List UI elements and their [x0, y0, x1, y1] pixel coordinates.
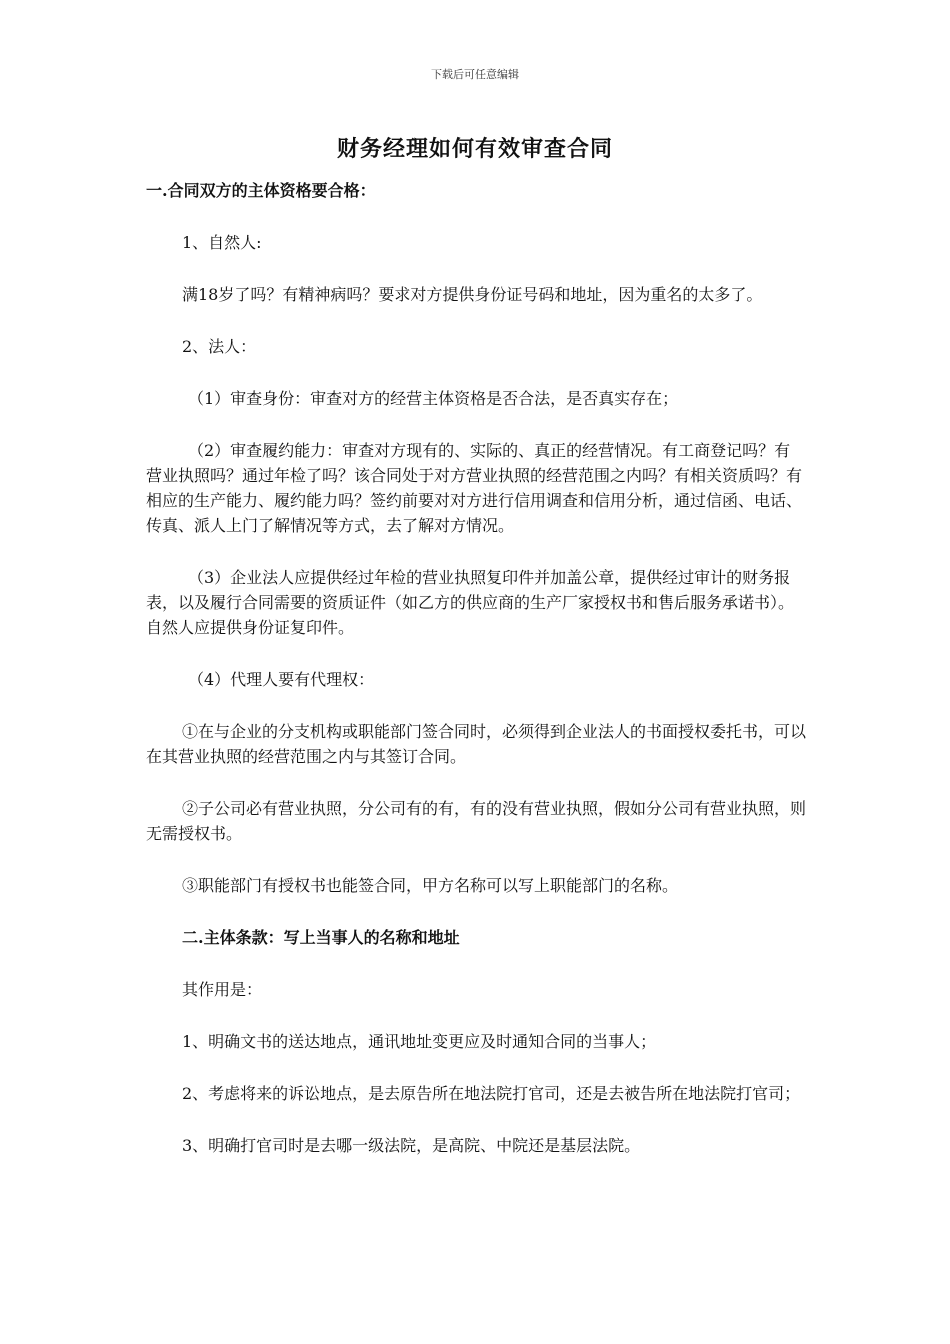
legal-person-item-2: （2）审查履约能力：审查对方现有的、实际的、真正的经营情况。有工商登记吗？有营业执照吗？通过年检了吗？该合同处于对方营业执照的经营范围之内吗？有相关资质吗？有相应的生产能力、履约能力吗？签约前要对对方进行信用调查和信用分析，通过信函、电话、传真、派人上门了解情况等方式，去了解对方情况。 [146, 441, 803, 535]
section-2-point-2: 2、考虑将来的诉讼地点，是去原告所在地法院打官司，还是去被告所在地法院打官司； [182, 1084, 801, 1103]
section-2-point-1: 1、明确文书的送达地点，通讯地址变更应及时通知合同的当事人； [182, 1032, 657, 1051]
legal-person-label: 2、法人： [182, 337, 257, 356]
section-2-intro: 其作用是： [182, 980, 263, 999]
agent-sub-item-2: ②子公司必有营业执照，分公司有的有，有的没有营业执照，假如分公司有营业执照，则无需授权书。 [146, 799, 807, 843]
section-2-heading: 二.主体条款：写上当事人的名称和地址 [182, 928, 460, 947]
agent-sub-item-1: ①在与企业的分支机构或职能部门签合同时，必须得到企业法人的书面授权委托书，可以在其营业执照的经营范围之内与其签订合同。 [146, 722, 807, 766]
section-1-heading: 一.合同双方的主体资格要合格： [146, 181, 376, 200]
agent-sub-item-3: ③职能部门有授权书也能签合同，甲方名称可以写上职能部门的名称。 [182, 876, 679, 895]
natural-person-label: 1、自然人: [182, 233, 262, 252]
document-body [146, 178, 806, 1185]
header-note: 下载后可任意编辑 [431, 68, 519, 81]
natural-person-text: 满18岁了吗？有精神病吗？要求对方提供身份证号码和地址，因为重名的太多了。 [182, 285, 763, 304]
section-2-point-3: 3、明确打官司时是去哪一级法院，是高院、中院还是基层法院。 [182, 1136, 641, 1155]
document-title: 财务经理如何有效审查合同 [336, 136, 613, 162]
legal-person-item-1: （1）审查身份：审查对方的经营主体资格是否合法，是否真实存在； [188, 389, 679, 408]
legal-person-item-3: （3）企业法人应提供经过年检的营业执照复印件并加盖公章，提供经过审计的财务报表，以及履行合同需要的资质证件（如乙方的供应商的生产厂家授权书和售后服务承诺书）。自然人应提供身份证复印件。 [146, 568, 795, 637]
legal-person-item-4: （4）代理人要有代理权： [188, 670, 375, 689]
